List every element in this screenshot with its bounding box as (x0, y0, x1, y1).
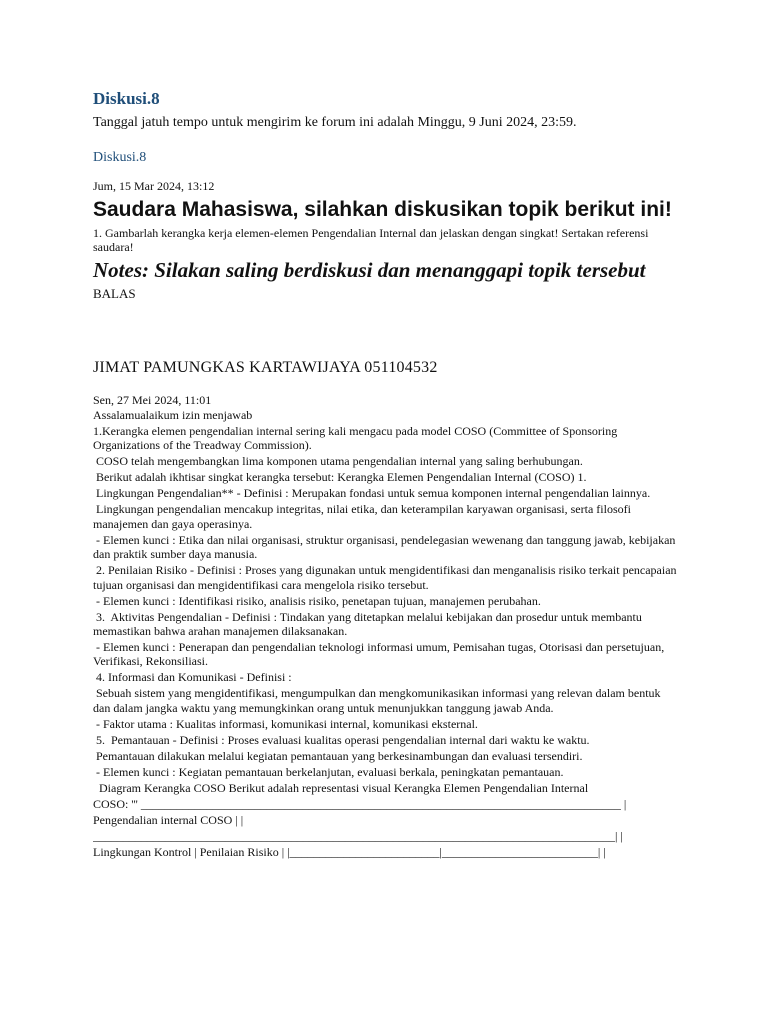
diagram-line: COSO: ''' ________________________________________________________________________________ | (93, 796, 627, 811)
reply-line: - Elemen kunci : Kegiatan pemantauan berkelanjutan, evaluasi berkala, peningkatan pemantauan. (93, 764, 564, 779)
diagram-line: _______________________________________________________________________________________| | (93, 828, 623, 843)
reply-line: Berikut adalah ikhtisar singkat kerangka tersebut: Kerangka Elemen Pengendalian Internal (COSO) 1. (93, 470, 587, 485)
forum-page (93, 88, 678, 861)
reply-post (93, 358, 678, 859)
post-notes: Notes: Silakan saling berdiskusi dan menanggapi topik tersebut (93, 258, 646, 282)
reply-line: 3. Aktivitas Pengendalian - Definisi : Tindakan yang ditetapkan melalui kebijakan dan prosedur untuk membantu memastikan bahwa arahan manajemen dilaksanakan. (93, 609, 645, 639)
post-heading: Saudara Mahasiswa, silahkan diskusikan topik berikut ini! (93, 198, 672, 221)
reply-line: Diagram Kerangka COSO Berikut adalah representasi visual Kerangka Elemen Pengendalian Internal (93, 780, 589, 795)
reply-button[interactable]: BALAS (93, 286, 136, 301)
reply-line: COSO telah mengembangkan lima komponen utama pengendalian internal yang saling berhubungan. (93, 454, 583, 469)
reply-line: - Faktor utama : Kualitas informasi, komunikasi internal, komunikasi eksternal. (93, 716, 478, 731)
diagram-line: Pengendalian internal COSO | | (93, 812, 244, 827)
reply-date: Sen, 27 Mei 2024, 11:01 (93, 393, 212, 407)
reply-line: Pemantauan dilakukan melalui kegiatan pemantauan yang berkesinambungan dan evaluasi tersendiri. (93, 748, 583, 763)
reply-body (93, 408, 678, 859)
reply-line: Lingkungan pengendalian mencakup integritas, nilai etika, dan keterampilan karyawan organisasi, serta filosofi manajemen dan gaya operasinya. (93, 502, 634, 531)
due-date-notice: Tanggal jatuh tempo untuk mengirim ke forum ini adalah Minggu, 9 Juni 2024, 23:59. (93, 115, 577, 130)
forum-title[interactable]: Diskusi.8 (93, 89, 160, 108)
reply-line: Sebuah sistem yang mengidentifikasi, mengumpulkan dan mengkomunikasikan informasi yang relevan dalam bentuk dan dalam jangka waktu yang memungkinkan orang untuk menunjukkan tanggung jawab Anda. (93, 686, 664, 715)
reply-line: 2. Penilaian Risiko - Definisi : Proses yang digunakan untuk mengidentifikasi dan menganalisis risiko terkait pencapaian tujuan organisasi dan mengidentifikasi cara mengelola risiko tersebut. (93, 563, 680, 592)
reply-line: 4. Informasi dan Komunikasi - Definisi : (93, 670, 292, 685)
discussion-link[interactable]: Diskusi.8 (93, 150, 147, 165)
reply-author: JIMAT PAMUNGKAS KARTAWIJAYA 051104532 (93, 359, 438, 376)
reply-line: Assalamualaikum izin menjawab (93, 408, 253, 422)
post-question: 1. Gambarlah kerangka kerja elemen-elemen Pengendalian Internal dan jelaskan dengan singkat! Sertakan referensi saudara! (93, 226, 649, 254)
diagram-line: Lingkungan Kontrol | Penilaian Risiko | |_________________________|__________________________| | (93, 844, 606, 859)
reply-line: Lingkungan Pengendalian** - Definisi : Merupakan fondasi untuk semua komponen internal pengendalian lainnya. (93, 486, 651, 501)
reply-line: - Elemen kunci : Etika dan nilai organisasi, struktur organisasi, pendelegasian wewenang dan tanggung jawab, kebijakan dan praktik sumber daya manusia. (93, 532, 679, 562)
discussion-post (93, 179, 678, 302)
reply-line: - Elemen kunci : Identifikasi risiko, analisis risiko, penetapan tujuan, manajemen perubahan. (93, 593, 541, 608)
reply-line: - Elemen kunci : Penerapan dan pengendalian teknologi informasi umum, Pemisahan tugas, Otorisasi dan persetujuan, Verifikasi, Rekonsiliasi. (93, 640, 667, 669)
reply-line: 1.Kerangka elemen pengendalian internal sering kali mengacu pada model COSO (Committee of Sponsoring Organizations of the Treadway Commission). (93, 424, 621, 453)
post-date: Jum, 15 Mar 2024, 13:12 (93, 179, 215, 193)
reply-line: 5. Pemantauan - Definisi : Proses evaluasi kualitas operasi pengendalian internal dari waktu ke waktu. (93, 732, 590, 747)
